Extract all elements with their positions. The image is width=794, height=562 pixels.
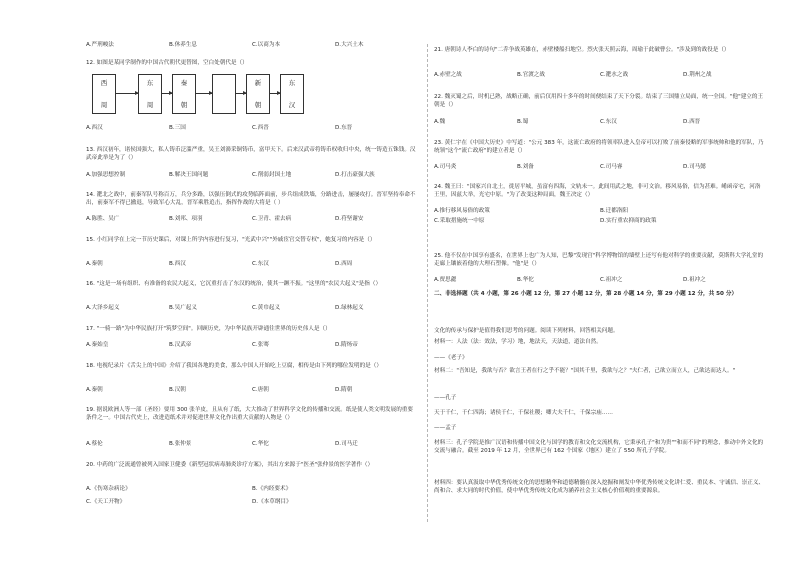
option-d[interactable]: D.西周 [335, 261, 353, 267]
option-d[interactable]: D.大兴土木 [335, 42, 364, 48]
timeline-box-xin: 新 朝 [246, 74, 270, 114]
option-a[interactable]: A.魏 [434, 119, 446, 125]
left-column [86, 0, 418, 562]
question-15-options [86, 261, 418, 269]
question-16-options [86, 305, 418, 313]
option-a[interactable]: A.加强思想控制 [86, 172, 126, 178]
option-d[interactable]: D.司马懿 [683, 164, 706, 170]
question-13-options [86, 172, 418, 180]
question-13-stem: 13. 西汉初年，诸侯国强大，私人铸币泛滥严重，吴王刘濞采铜铸币，富甲天下。后来汉武帝将铸币权收归中央，统一铸造五铢钱。汉武帝此举是为了（） [86, 147, 416, 161]
option-a[interactable]: A.严刑峻法 [86, 42, 114, 48]
timeline-arrow [116, 93, 138, 94]
question-25-options [434, 277, 766, 285]
material-2: 材料二："吾知是，我欲与否？欲言王者在行之乎不能？"国其千里，我欲与之？"夫仁者，己欲立而立人，己欲达而达人。" [434, 368, 736, 374]
question-12-stem: 12. 如图是某同学制作的中国古代朝代更替图，空白处朝代是（） [86, 60, 248, 66]
option-b[interactable]: B.解决王国问题 [169, 172, 209, 178]
material-2-quote: 天于千仁，千仁四海；诸侯千仁，千保社稷；卿大夫千仁，千保宗庙…… [434, 410, 614, 416]
question-22-stem: 22. 魏灭蜀之后，时机已熟，战略正确，前后仅用四十多年的时间便结束了天下分裂。结束了三国鼎立局面，统一全国。"他"建立的王朝是（） [434, 94, 764, 108]
option-b[interactable]: B.刘备 [517, 164, 534, 170]
question-22-options [434, 119, 766, 127]
question-18-stem: 18. 电视纪录片《舌尖上的中国》介绍了我国各地的美食，那么中国人开始吃上豆腐，相传是由下列的哪位发明的是（） [86, 363, 382, 369]
option-d[interactable]: D.实行重农抑商的政策 [600, 217, 657, 224]
timeline-box-western-zhou: 西 周 [92, 74, 116, 114]
option-c[interactable]: C.唐朝 [252, 387, 269, 393]
option-c[interactable]: C.司马睿 [600, 164, 623, 170]
option-b[interactable]: B.三国 [169, 125, 186, 131]
option-a[interactable]: A.贾思勰 [434, 277, 457, 283]
timeline-blank-box[interactable] [212, 74, 236, 114]
option-d[interactable]: D.打击豪强大族 [335, 172, 375, 178]
question-25-stem: 25. 他不仅在中国享有盛名，在世界上也广为人知，巴黎"发现宫"科学博物馆的墙壁上还写有他对科学的重要贡献，莫斯科大学礼堂的走廊上镶嵌着他的大理石塑像。"他"是（） [434, 253, 764, 267]
option-c[interactable]: C.祖冲之 [600, 277, 623, 283]
option-b[interactable]: B.汉武帝 [169, 342, 192, 348]
question-18-options [86, 387, 418, 395]
option-b[interactable]: B.华佗 [517, 277, 534, 283]
option-c[interactable]: C.东汉 [252, 261, 269, 267]
option-c[interactable]: C.以商为本 [252, 42, 281, 48]
option-a[interactable]: A.秦朝 [86, 387, 103, 393]
question-23-stem: 23. 黄仁宇在《中国大历史》中写道："公元 383 年，这流亡政府的将领率队进入皇帝可以打败了前秦侵略的军事统帅和他的军队，乃统领"这个"流亡政府"的建立者是（） [434, 140, 764, 154]
option-d[interactable]: D.司马迁 [335, 441, 358, 447]
option-b[interactable]: B.蜀 [517, 119, 529, 125]
option-c[interactable]: C.《天工开物》 [86, 498, 126, 505]
option-c[interactable]: C.采取措施统一中原 [434, 217, 485, 224]
material-1-attribution: ——《老子》 [434, 355, 468, 361]
option-a[interactable]: A.秦朝 [86, 261, 103, 267]
question-19-options [86, 441, 418, 449]
option-c[interactable]: C.张骞 [252, 342, 269, 348]
option-b[interactable]: B.休养生息 [169, 42, 197, 48]
option-d[interactable]: D.荆州之战 [683, 72, 712, 78]
question-16-stem: 16. "这是一场有组织、有准备的农民大起义，它沉重打击了东汉的统治，使其一蹶不振。"这里的"农民大起义"是指（） [86, 281, 382, 287]
option-a[interactable]: A.陈胜、吴广 [86, 216, 120, 222]
option-a[interactable]: A.蔡伦 [86, 441, 103, 447]
dynasty-timeline [86, 74, 418, 114]
option-d[interactable]: D.东晋 [335, 125, 353, 131]
material-1: 材料一：人法（法：效法，学习）地，地法天，天法道，道法自然。 [434, 339, 602, 345]
option-a[interactable]: A.推行移风易俗的政策 [434, 208, 490, 214]
option-c[interactable]: C.卫青、霍去病 [252, 216, 292, 222]
question-20-options [86, 486, 418, 506]
material-3: 材料三：孔子学院是推广汉语和传播中国文化与国学的教育和文化交流机构，它秉承孔子"和为贵""和而不同"的理念，推动中外文化的交流与融合。截至 2019 年 12 月，全世界已有 162 个国家（地区）建立了 550 所孔子学院。 [434, 440, 764, 454]
question-21-options [434, 72, 766, 80]
option-b[interactable]: B.《内经要术》 [252, 486, 292, 492]
option-b[interactable]: B.汉朝 [169, 387, 186, 393]
timeline-arrow [162, 93, 172, 94]
timeline-box-eastern-han: 东 汉 [280, 74, 304, 114]
option-a[interactable]: A.赤壁之战 [434, 72, 462, 78]
question-12-options [86, 125, 418, 133]
option-d[interactable]: D.祖冲之 [683, 277, 706, 283]
question-19-stem: 19. 据说欧洲人等一部（圣经）要用 300 张羊皮，且从有了纸，大大推动了世界科学文化的传播和交流。纸是使人类文明发展的重要条件之一。中国古代史上，改进造纸术并对促进世界文化作出重大贡献的人物是（） [86, 407, 413, 421]
option-b[interactable]: B.迁都洛阳 [600, 208, 628, 214]
option-a[interactable]: A.司马炎 [434, 164, 457, 170]
option-b[interactable]: B.吴广起义 [169, 305, 197, 311]
timeline-arrow [270, 93, 280, 94]
timeline-arrow [196, 93, 212, 94]
option-d[interactable]: D.苻坚谢安 [335, 216, 364, 222]
material-4: 材料四：要认真汲取中华优秀传统文化的思想精华和道德精髓在深入挖掘和阐发中华优秀传统文化讲仁爱、重民本、守诚信、崇正义、尚和合、求大同的时代价值，使中华优秀传统文化成为涵养社会主义核心价值观的重要源泉。 [434, 480, 765, 494]
section-2-intro: 文化的传承与保护是值得我们思考的问题。阅读下列材料，回答相关问题。 [434, 328, 619, 334]
column-divider [427, 44, 428, 522]
option-c[interactable]: C.削弱封国土地 [252, 172, 292, 178]
option-b[interactable]: B.西汉 [169, 261, 186, 267]
timeline-box-eastern-zhou: 东 周 [138, 74, 162, 114]
option-c[interactable]: C.淝水之战 [600, 72, 629, 78]
question-23-options [434, 164, 766, 172]
material-2-attribution: ——孔子 [434, 395, 457, 401]
question-14-options [86, 216, 418, 224]
right-column [434, 0, 766, 562]
question-15-stem: 15. 小红同学在上完一节历史课后，对课上所学内容进行复习，"光武中兴""外戚宦官交替专权"，她复习的内容是（） [86, 237, 376, 243]
question-20-stem: 20. 中药的广泛流通曾被列入国家卫健委《新型冠状病毒肺炎诊疗方案》，其出方来源于"医圣"张仲景的医学著作（） [86, 462, 374, 468]
option-c[interactable]: C.华佗 [252, 441, 269, 447]
option-c[interactable]: C.西晋 [252, 125, 269, 131]
question-24-stem: 24. 魏王曰："国家兴自北土，徙居平城，虽富有四海，文轨未一。此间用武之地，非可文治。移风易俗，信为甚难。崤函帝宅，河洛王里，因兹大举，光宅中原。"为了改变这种局面，魏王决定（） [434, 184, 761, 198]
question-11-options [86, 42, 418, 50]
option-c[interactable]: C.黄巾起义 [252, 305, 281, 311]
option-b[interactable]: B.官渡之战 [517, 72, 545, 78]
material-2-quote-attribution: ——孟子 [434, 425, 457, 431]
option-d[interactable]: D.隋朝 [335, 387, 353, 393]
option-b[interactable]: B.张仲景 [169, 441, 192, 447]
option-d[interactable]: D.西晋 [683, 119, 701, 125]
question-17-options [86, 342, 418, 350]
timeline-box-qin: 秦 朝 [172, 74, 196, 114]
option-b[interactable]: B.刘邦、项羽 [169, 216, 203, 222]
option-a[interactable]: A.《伤寒杂病论》 [86, 486, 131, 492]
option-c[interactable]: C.东汉 [600, 119, 617, 125]
question-17-stem: 17. "一骑一路"为中华民族打开"筑梦空间"。回顾历史，为中华民族开辟通往世界的历史伟人是（） [86, 326, 331, 332]
option-a[interactable]: A.秦始皇 [86, 342, 109, 348]
timeline-arrow [236, 93, 246, 94]
option-a[interactable]: A.西汉 [86, 125, 103, 131]
option-d[interactable]: D.《本草纲目》 [252, 498, 292, 505]
question-24-options [434, 208, 766, 225]
question-14-stem: 14. 淝北之战中，前秦军队号称百万，兵分多路，以强压倒式的攻势临阵面前，步兵组成铁墙，分路进击，屡屡攻打。晋军坚持奉命不出，前秦军不得已撤退，导致军心大乱，晋军乘胜追击，指挥作战的大将是（ ） [86, 192, 416, 206]
option-a[interactable]: A.大泽乡起义 [86, 305, 120, 311]
section-2-title: 二、非选择题（共 4 小题，第 26 小题 12 分，第 27 小题 12 分，第 28 小题 14 分，第 29 小题 12 分，共 50 分） [434, 291, 738, 297]
option-d[interactable]: D.绿林起义 [335, 305, 364, 311]
question-21-stem: 21. 唐朝诗人李白的诗句"二乔争战英雄在，赤壁楼船扫地空。烈火张天照云海，周瑜于此破曹公。"涉及到的战役是（） [434, 47, 730, 53]
option-d[interactable]: D.隋炀帝 [335, 342, 358, 348]
